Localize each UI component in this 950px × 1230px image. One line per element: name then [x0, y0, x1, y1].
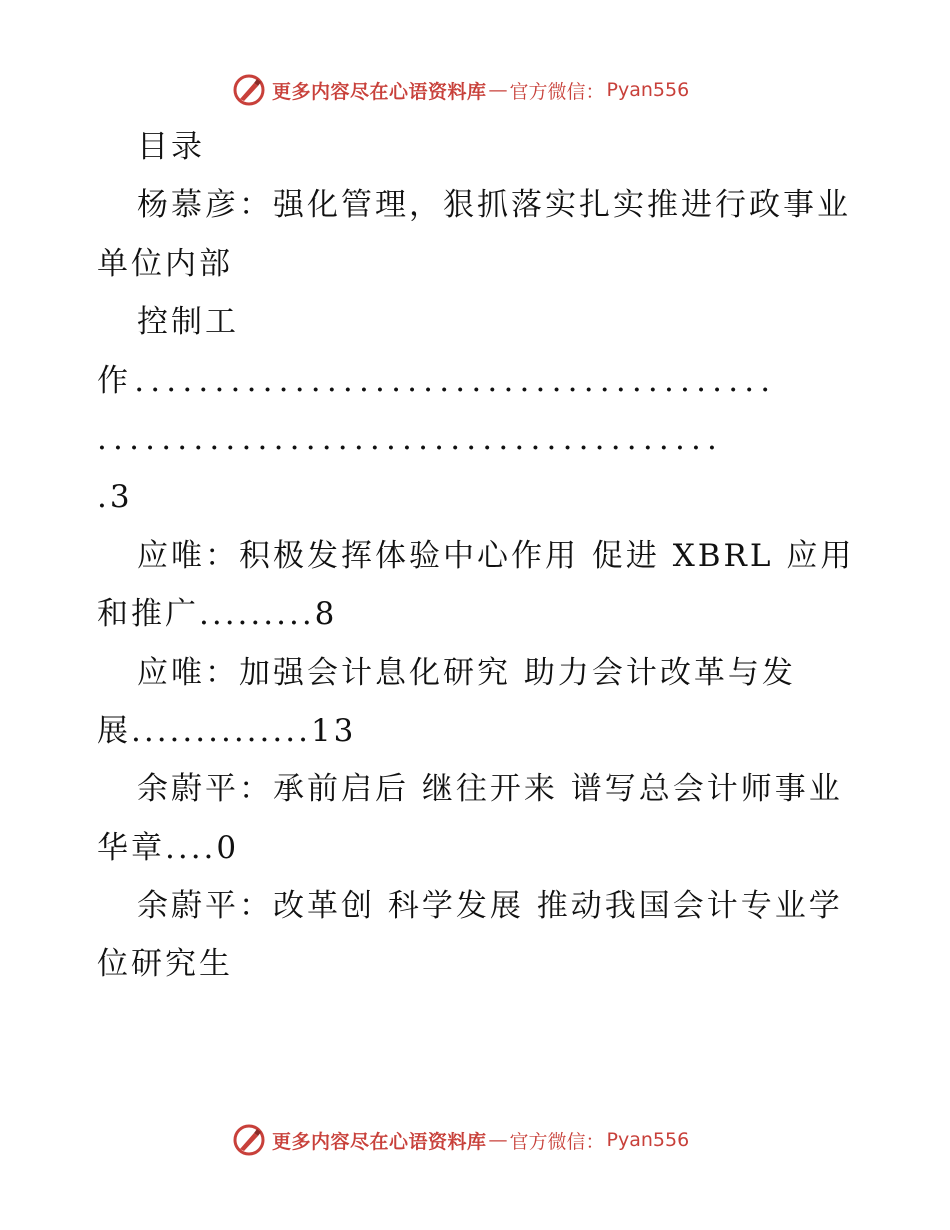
header-main-text: 更多内容尽在心语资料库 [272, 80, 487, 103]
toc-title: 目录 [137, 129, 205, 165]
footer-dash: — [488, 1129, 508, 1151]
toc-line: 余蔚平：承前启后 继往开来 谱写总会计师事业 [137, 771, 843, 808]
toc-line: 应唯：积极发挥体验中心作用 促进 XBRL 应用 [137, 537, 855, 574]
toc-line: 作........................................ [97, 362, 777, 399]
header-banner [232, 70, 732, 110]
toc-line: 余蔚平：改革创 科学发展 推动我国会计专业学 [137, 888, 843, 925]
toc-line: 杨慕彦：强化管理，狠抓落实扎实推进行政事业 [137, 187, 851, 224]
header-dash: — [488, 79, 508, 101]
footer-wechat-id: Pyan556 [606, 1129, 690, 1151]
toc-line: ....................................... [97, 420, 724, 457]
pen-logo-icon [232, 73, 266, 107]
toc-line: 和推广.........8 [97, 596, 338, 633]
toc-line: 展..............13 [97, 712, 357, 749]
toc-line: 位研究生 [97, 946, 233, 983]
header-wechat-id: Pyan556 [606, 79, 690, 101]
toc-line: 华章....0 [97, 829, 240, 866]
header-wechat-label: 官方微信： [509, 80, 605, 103]
pen-logo-icon [232, 1123, 266, 1157]
toc-line: .3 [97, 479, 133, 516]
toc-line: 单位内部 [97, 245, 233, 282]
footer-main-text: 更多内容尽在心语资料库 [272, 1130, 487, 1153]
footer-banner [232, 1120, 732, 1160]
footer-wechat-label: 官方微信： [509, 1130, 605, 1153]
toc-line: 控制工 [137, 304, 239, 341]
toc-content [97, 118, 857, 994]
toc-line: 应唯：加强会计息化研究 助力会计改革与发 [137, 654, 796, 691]
